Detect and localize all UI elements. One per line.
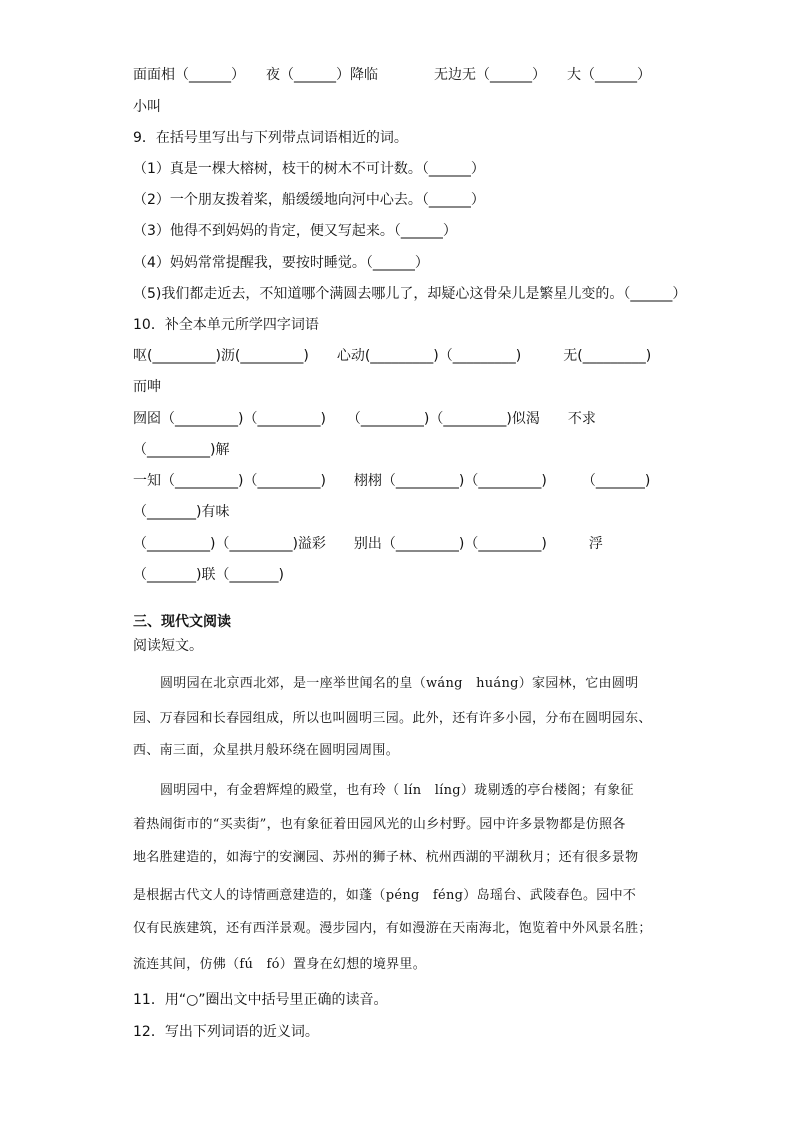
q8-tail-line-2: 小叫 xyxy=(133,99,161,115)
reading-intro: 阅读短文。 xyxy=(133,638,203,654)
passage-line: 流连其间，仿佛（fú fó）置身在幻想的境界里。 xyxy=(133,957,427,972)
q11: 11．用“○”圈出文中括号里正确的读音。 xyxy=(133,992,388,1008)
q10-line-7: （_________)（_________)溢彩 别出（_________)（_________) 浮 xyxy=(133,536,603,552)
passage-line: 仅有民族建筑，还有西洋景观。漫步园内，有如漫游在天南海北，饱览着中外风景名胜； xyxy=(133,921,652,936)
q12: 12．写出下列词语的近义词。 xyxy=(133,1024,319,1040)
passage-line: 园、万春园和长春园组成，所以也叫圆明三园。此外，还有许多小园，分布在圆明园东、 xyxy=(133,711,652,726)
passage-line: 圆明园在北京西北郊，是一座举世闻名的皇（wáng huáng）家园林，它由圆明 xyxy=(160,676,639,691)
passage-line: 着热闹街市的“买卖街”，也有象征着田园风光的山乡村野。园中许多景物都是仿照各 xyxy=(133,817,626,832)
q9-item-2: （2）一个朋友拨着桨，船缓缓地向河中心去。（______） xyxy=(133,192,485,208)
q9-title: 9．在括号里写出与下列带点词语相近的词。 xyxy=(133,130,408,146)
section-3-heading: 三、现代文阅读 xyxy=(133,614,231,630)
q8-tail-line-1: 面面相（______） 夜（______）降临 无边无（______） 大（______） xyxy=(133,67,651,83)
q10-line-1: 呕(_________)沥(_________) 心动(_________)（_________) 无(_________) xyxy=(133,348,652,364)
q10-line-2: 而呻 xyxy=(133,379,161,395)
q9-item-1: （1）真是一棵大榕树，枝干的树木不可计数。（______） xyxy=(133,161,485,177)
passage-line: 是根据古代文人的诗情画意建造的，如蓬（péng féng）岛瑶台、武陵春色。园中不 xyxy=(133,888,637,903)
q10-line-4: （_________)解 xyxy=(133,442,230,458)
q9-item-5: （5)我们都走近去，不知道哪个满圆去哪儿了，却疑心这骨朵儿是繁星儿变的。（______） xyxy=(133,286,687,302)
passage-line: 地名胜建造的，如海宁的安澜园、苏州的狮子林、杭州西湖的平湖秋月；还有很多景物 xyxy=(133,850,639,865)
passage-line: 圆明园中，有金碧辉煌的殿堂，也有玲（ lín líng）珑剔透的亭台楼阁；有象征 xyxy=(160,783,634,798)
q10-line-3: 囫囵（_________)（_________) （_________)（_________)似渴 不求 xyxy=(133,411,596,427)
passage-line: 西、南三面，众星拱月般环绕在圆明园周围。 xyxy=(133,743,400,758)
q10-line-8: （_______)联（_______) xyxy=(133,567,284,583)
q10-line-5: 一知（_________)（_________) 栩栩（_________)（_________) （_______) xyxy=(133,473,651,489)
q10-line-6: （_______)有味 xyxy=(133,504,230,520)
q10-title: 10．补全本单元所学四字词语 xyxy=(133,317,319,333)
q9-item-4: （4）妈妈常常提醒我，要按时睡觉。（______） xyxy=(133,255,429,271)
q9-item-3: （3）他得不到妈妈的肯定，便又写起来。（______） xyxy=(133,223,457,239)
